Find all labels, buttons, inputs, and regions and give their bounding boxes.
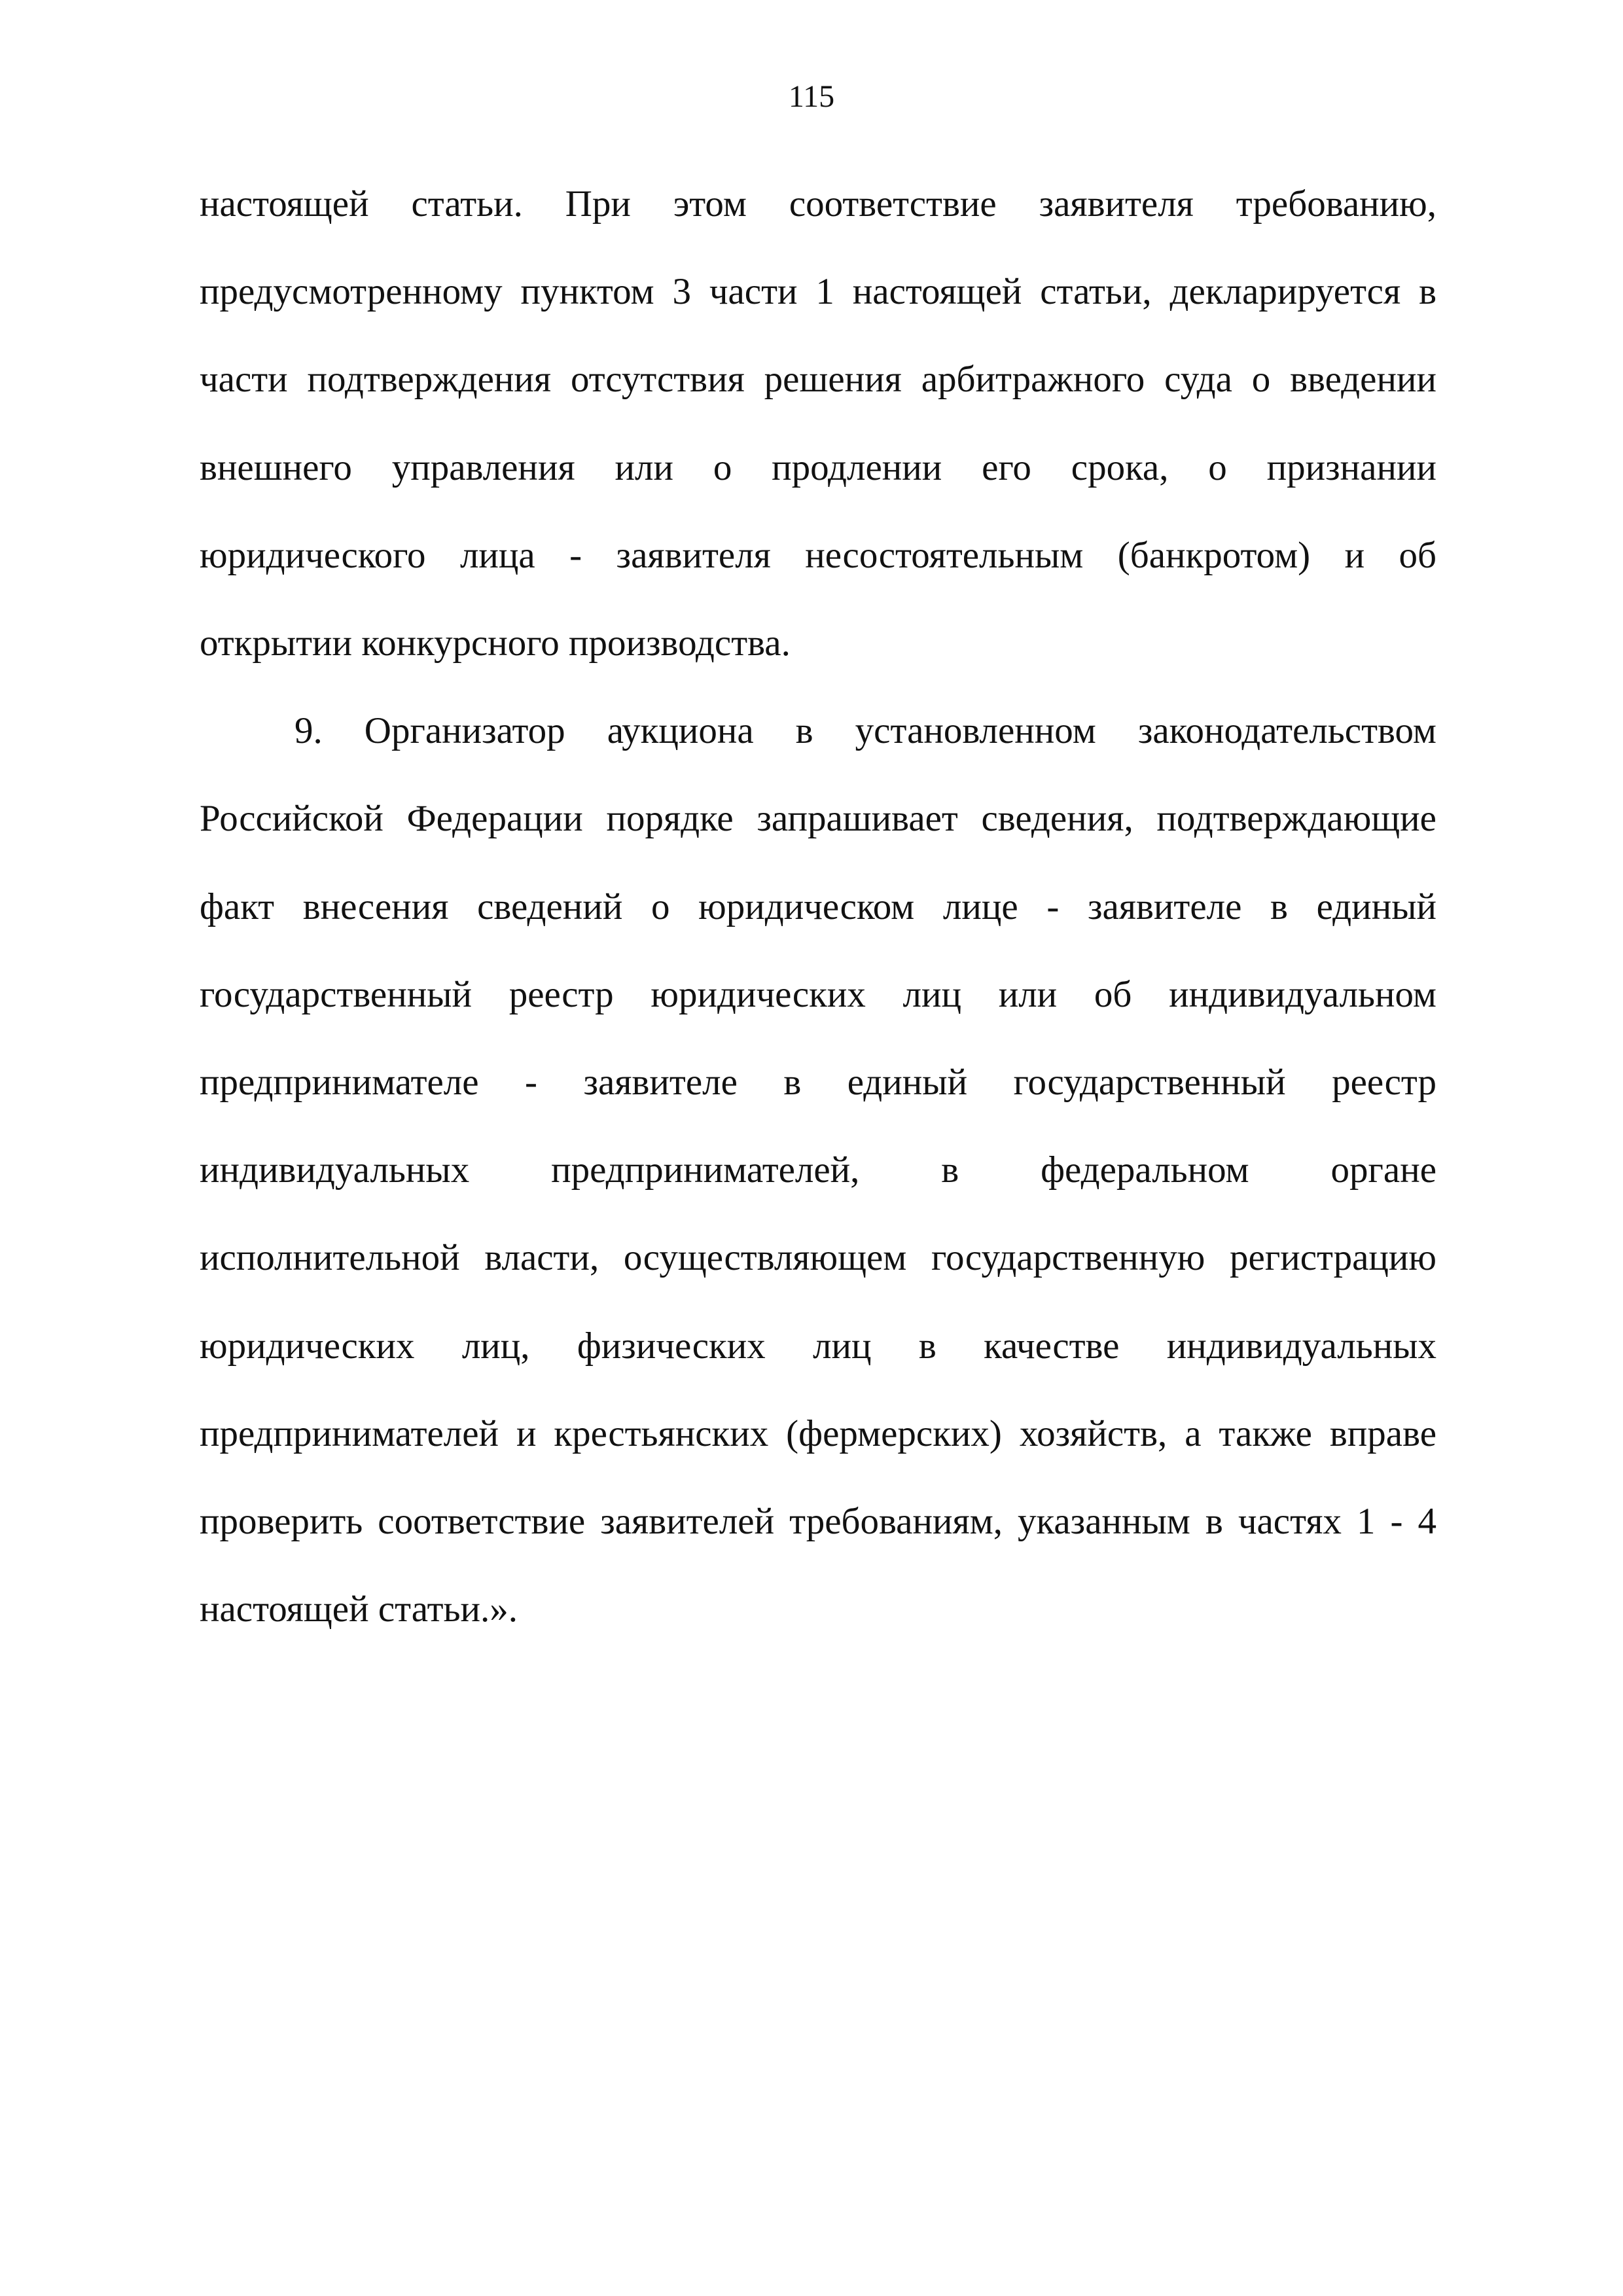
text-line: предпринимателей и крестьянских (фермерских) хозяйств, а также вправе: [200, 1412, 1436, 1454]
text-line: проверить соответствие заявителей требованиям, указанным в частях 1 - 4: [200, 1501, 1436, 1542]
text-line: юридического лица - заявителя несостоятельным (банкротом) и об: [200, 534, 1436, 576]
text-line: исполнительной власти, осуществляющем государственную регистрацию: [200, 1237, 1436, 1279]
text-line: государственный реестр юридических лиц или об индивидуальном: [200, 973, 1436, 1015]
text-line: юридических лиц, физических лиц в качестве индивидуальных: [200, 1325, 1436, 1367]
text-line: 9. Организатор аукциона в установленном законодательством: [294, 710, 1436, 752]
text-line: предусмотренному пунктом 3 части 1 настоящей статьи, декларируется в: [200, 271, 1436, 313]
text-line: факт внесения сведений о юридическом лице - заявителе в единый: [200, 886, 1436, 927]
text-line: внешнего управления или о продлении его срока, о признании: [200, 446, 1436, 488]
text-line: настоящей статьи.».: [200, 1588, 518, 1630]
text-line: индивидуальных предпринимателей, в федеральном органе: [200, 1149, 1436, 1191]
page-number: 115: [788, 79, 835, 114]
text-line: настоящей статьи. При этом соответствие заявителя требованию,: [200, 183, 1436, 224]
text-line: части подтверждения отсутствия решения арбитражного суда о введении: [200, 359, 1436, 401]
text-line: Российской Федерации порядке запрашивает сведения, подтверждающие: [200, 798, 1436, 840]
text-line: предпринимателе - заявителе в единый государственный реестр: [200, 1062, 1436, 1103]
text-line: открытии конкурсного производства.: [200, 622, 791, 664]
